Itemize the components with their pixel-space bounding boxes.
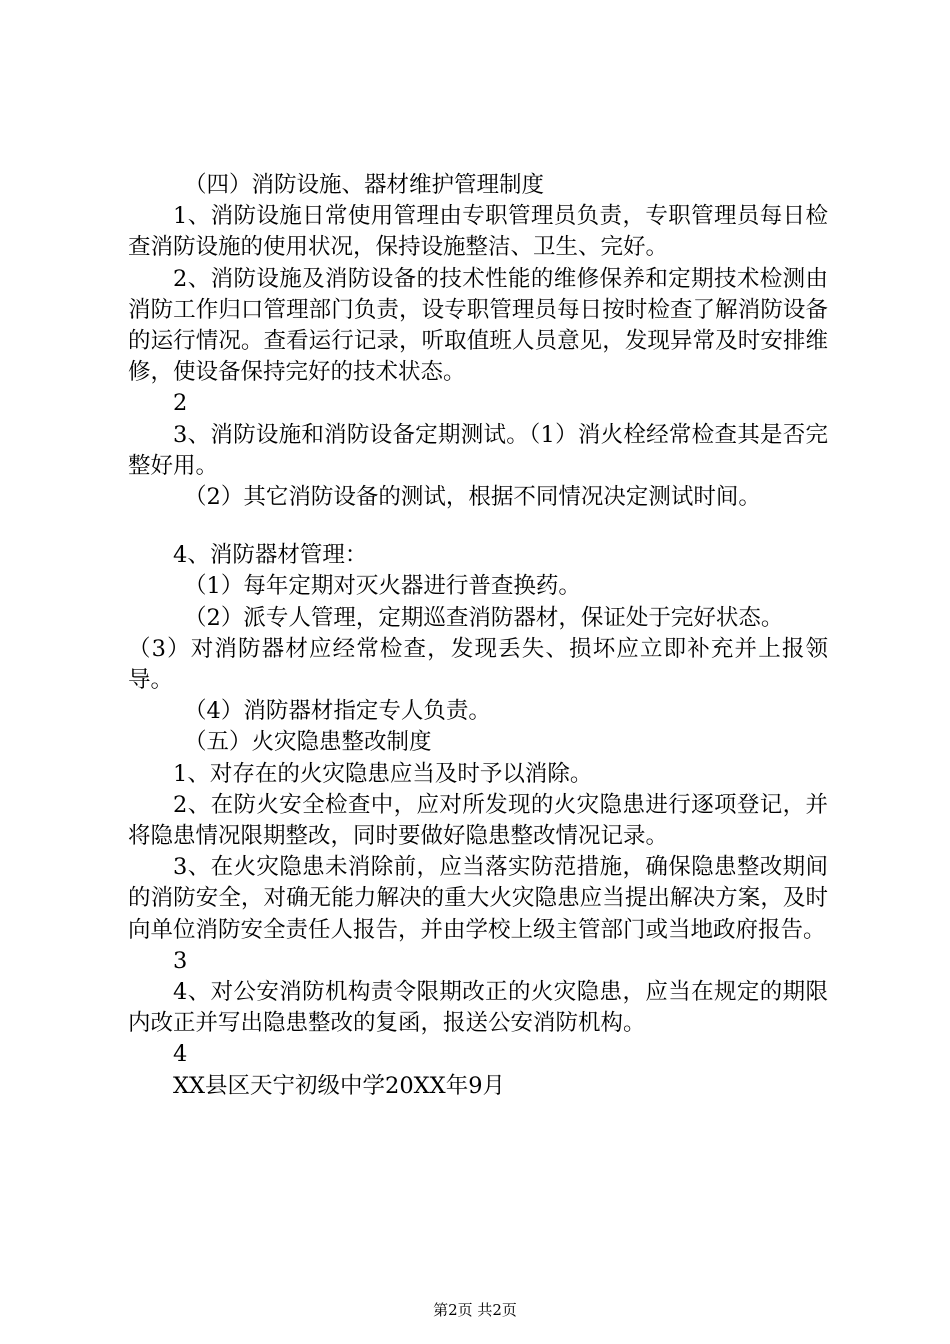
paragraph: 3、消防设施和消防设备定期测试。（1）消火栓经常检查其是否完整好用。: [128, 421, 828, 479]
paragraph: 2、消防设施及消防设备的技术性能的维修保养和定期技术检测由消防工作归口管理部门负责，设专职管理员每日按时检查了解消防设备的运行情况。查看运行记录，听取值班人员意见，发现异常及时安排维修，使设备保持完好的技术状态。: [128, 265, 828, 386]
paragraph: （2）其它消防设备的测试，根据不同情况决定测试时间。: [184, 484, 761, 511]
page-footer: 第2页 共2页: [433, 1301, 517, 1319]
paragraph: 2、在防火安全检查中，应对所发现的火灾隐患进行逐项登记，并将隐患情况限期整改，同时要做好隐患整改情况记录。: [128, 791, 828, 850]
blank-line: [128, 513, 828, 540]
paragraph: 3、在火灾隐患未消除前，应当落实防范措施，确保隐患整改期间的消防安全，对确无能力解决的重大火灾隐患应当提出解决方案，及时向单位消防安全责任人报告，并由学校上级主管部门或当地政府报告。: [128, 854, 828, 943]
list-item: （4）消防器材指定专人负责。: [184, 698, 491, 725]
inline-page-number: 4: [173, 1041, 188, 1068]
inline-page-number: 2: [173, 390, 188, 417]
paragraph: 1、消防设施日常使用管理由专职管理员负责，专职管理员每日检查消防设施的使用状况，保持设施整洁、卫生、完好。: [128, 203, 828, 261]
list-item: （3）对消防器材应经常检查，发现丢失、损坏应立即补充并上报领导。: [128, 635, 828, 694]
paragraph: 1、对存在的火灾隐患应当及时予以消除。: [173, 760, 593, 787]
section-heading-5: （五）火灾隐患整改制度: [184, 729, 432, 756]
list-item: （1）每年定期对灭火器进行普查换药。: [184, 573, 581, 600]
section-heading-4: （四）消防设施、器材维护管理制度: [184, 172, 545, 198]
paragraph: 4、消防器材管理：: [173, 542, 368, 569]
inline-page-number: 3: [173, 947, 188, 974]
document-body: [128, 170, 828, 1102]
list-item: （2）派专人管理，定期巡查消防器材，保证处于完好状态。: [184, 604, 784, 631]
paragraph: 4、对公安消防机构责令限期改正的火灾隐患，应当在规定的期限内改正并写出隐患整改的复函，报送公安消防机构。: [128, 979, 828, 1037]
signature-line: XX县区天宁初级中学20XX年9月: [173, 1072, 506, 1099]
